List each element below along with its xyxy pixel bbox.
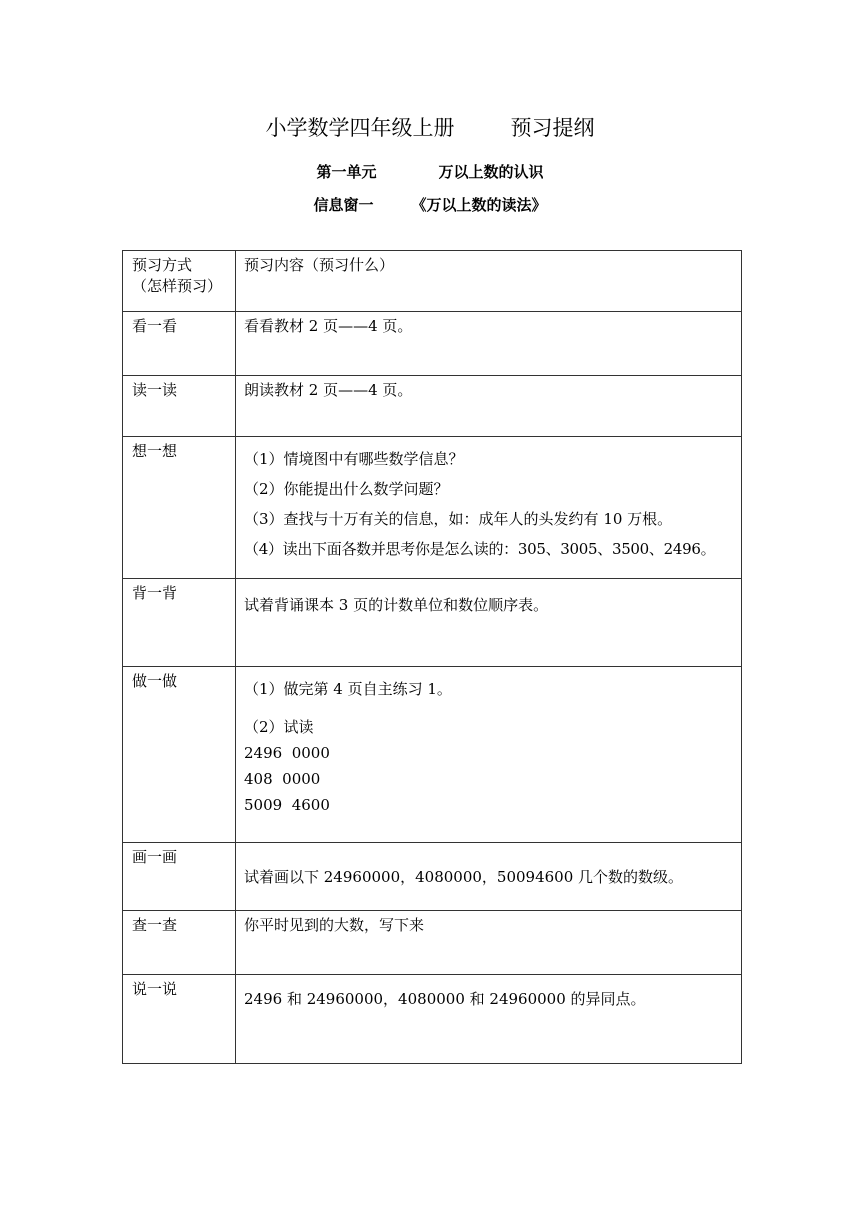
table-row	[123, 667, 742, 843]
title-main: 小学数学四年级上册	[265, 116, 455, 140]
content-header-text: 预习内容（预习什么）	[244, 256, 395, 274]
method-header-cell	[123, 251, 236, 312]
number-line: 2496 0000	[244, 744, 330, 762]
page-title	[0, 112, 860, 142]
content-text: 你平时见到的大数，写下来	[244, 916, 425, 934]
exercise-list	[236, 667, 741, 818]
list-item: （1）情境图中有哪些数学信息？	[244, 450, 464, 468]
title-right: 预习提纲	[510, 116, 595, 140]
method-header-line2: （怎样预习）	[132, 277, 223, 295]
method-label: 背一背	[132, 584, 178, 602]
preview-outline-table	[122, 250, 742, 1064]
method-label: 做一做	[132, 672, 178, 690]
content-text: 朗读教材 2 页——4 页。	[244, 381, 413, 399]
list-item: （2）试读	[244, 718, 314, 736]
content-text: 试着背诵课本 3 页的计数单位和数位顺序表。	[244, 596, 549, 614]
content-text: 试着画以下 24960000，4080000，50094600 几个数的数级。	[244, 868, 684, 886]
window-heading	[0, 194, 860, 215]
method-header-line1: 预习方式	[132, 256, 193, 274]
method-label: 读一读	[132, 381, 178, 399]
table-row	[123, 911, 742, 975]
list-item: （4）读出下面各数并思考你是怎么读的：305、3005、3500、2496。	[244, 540, 716, 558]
list-item: （2）你能提出什么数学问题？	[244, 480, 449, 498]
list-item: （1）做完第 4 页自主练习 1。	[244, 680, 452, 698]
table-row	[123, 437, 742, 579]
unit-label: 第一单元	[316, 163, 377, 181]
table-row	[123, 312, 742, 376]
list-item: （3）查找与十万有关的信息，如：成年人的头发约有 10 万根。	[244, 510, 673, 528]
method-label: 说一说	[132, 980, 178, 998]
content-text: 看看教材 2 页——4 页。	[244, 317, 413, 335]
content-text: 2496 和 24960000，4080000 和 24960000 的异同点。	[244, 990, 646, 1008]
window-label: 信息窗一	[313, 196, 374, 214]
table-row	[123, 579, 742, 667]
question-list	[236, 437, 741, 560]
number-line: 5009 4600	[244, 796, 330, 814]
content-header-cell	[236, 251, 742, 312]
table-row	[123, 843, 742, 911]
table-row	[123, 376, 742, 437]
unit-topic: 万以上数的认识	[438, 163, 544, 181]
number-line: 408 0000	[244, 770, 321, 788]
table-row	[123, 975, 742, 1064]
window-topic: 《万以上数的读法》	[411, 196, 547, 214]
unit-heading	[0, 161, 860, 182]
method-label: 看一看	[132, 317, 178, 335]
method-label: 想一想	[132, 442, 178, 460]
method-label: 查一查	[132, 916, 178, 934]
method-label: 画一画	[132, 848, 178, 866]
table-header-row	[123, 251, 742, 312]
